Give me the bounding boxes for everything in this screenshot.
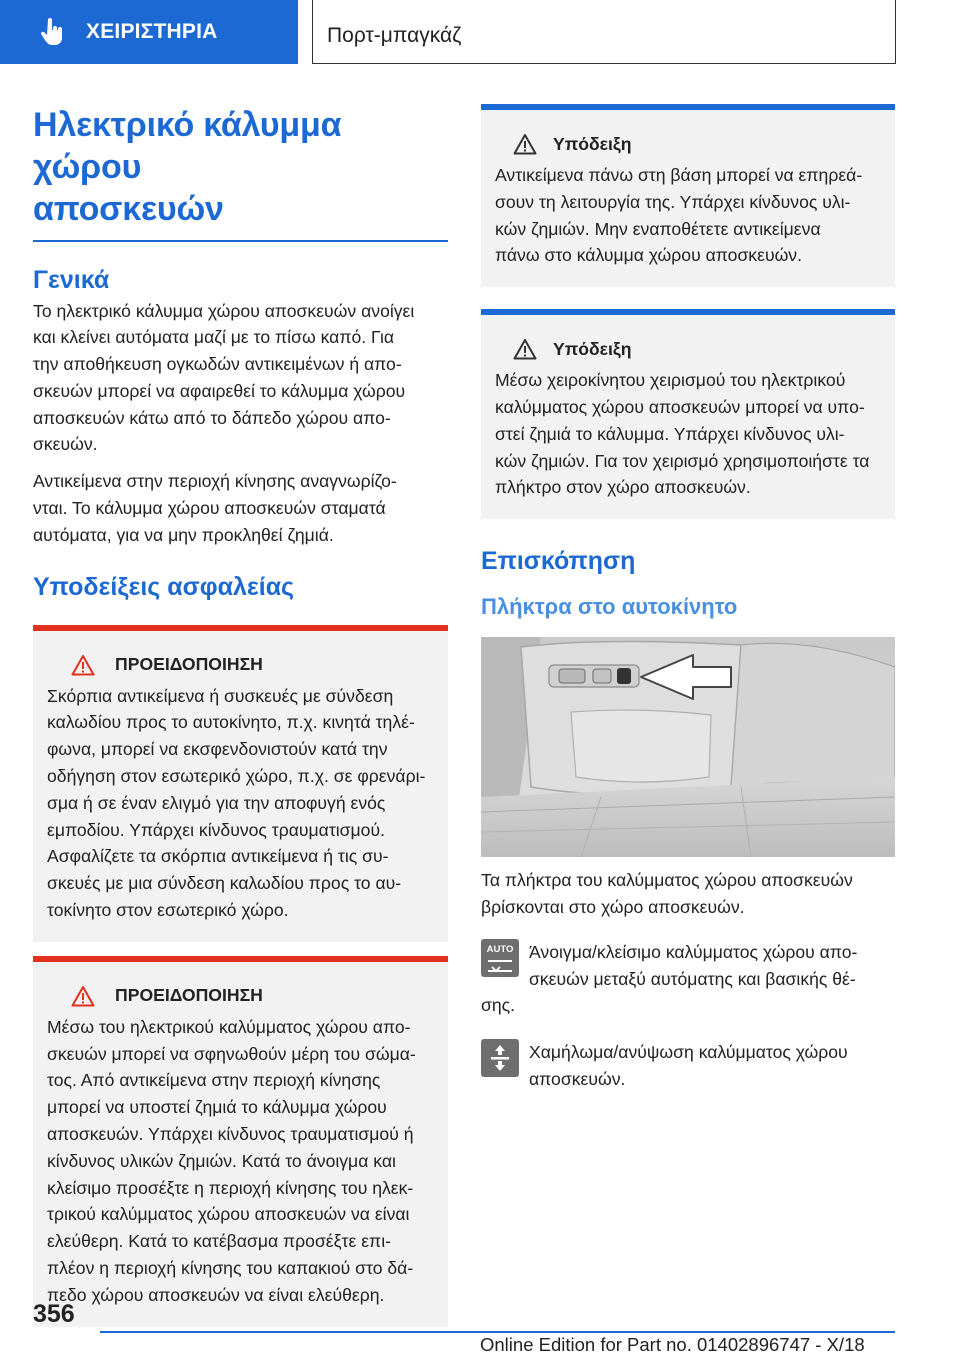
buttons-heading: Πλήκτρα στο αυτοκίνητο bbox=[481, 594, 738, 620]
footer-rule bbox=[100, 1331, 895, 1333]
warning-title: ΠΡΟΕΙΔΟΠΟΙΗΣΗ bbox=[47, 651, 434, 679]
page-topic bbox=[312, 0, 896, 64]
note-title: Υπόδειξη bbox=[495, 130, 881, 158]
auto-cover-icon bbox=[481, 939, 519, 977]
safety-heading: Υποδείξεις ασφαλείας bbox=[33, 572, 295, 601]
warning-triangle-icon bbox=[71, 654, 95, 676]
warning-text-2: Μέσω του ηλεκτρικού καλύμματος χώρου απο- σκευών μπορεί να σφηνωθούν μέρη του σώμα- τος. Από αντικείμενα στην περιοχή κίνησης μπορεί να υποστεί ζημιά το κάλυμμα χώρου αποσκευών. Υπάρχει κίνδυνος τραυματισμού ή κίνδυνος υλικών ζημιών. Κατά το άνοιγμα και κλείσιμο προσέξτε η περιοχή κίνησης του ηλεκ- τρικού καλύμματος χώρου αποσκευών να είναι ελεύθερη. Κατά το κατέβασμα προσέξτε επι- πλέον η περιοχή κίνησης του καπακιού στο δά- πεδο χώρου αποσκευών να είναι ελεύθερη. bbox=[47, 1016, 416, 1305]
trunk-illustration bbox=[481, 637, 895, 857]
general-heading: Γενικά bbox=[33, 265, 110, 294]
general-paragraph-2: Αντικείμενα στην περιοχή κίνησης αναγνωρίζο- νται. Το κάλυμμα χώρου αποσκευών σταματά αυτόματα, για να μην προκληθεί ζημιά. bbox=[33, 471, 397, 545]
page-number: 356 bbox=[33, 1300, 75, 1328]
svg-text:AUTO: AUTO bbox=[486, 943, 514, 955]
warning-text-1: Σκόρπια αντικείμενα ή συσκευές με σύνδεση καλωδίου προς το αυτοκίνητο, π.χ. κινητά τηλέ- φωνα, μπορεί να εκσφενδονιστούν κατά την οδήγηση στον εσωτερικό χώρο, π.χ. σε φρενάρι- σμα ή σε έναν ελιγμό για την αποφυγή ενός εμποδίου. Υπάρχει κίνδυνος τραυματισμού. Ασφαλίζετε τα σκόρπια αντικείμενα ή τις συ- σκευές με μια σύνδεση καλωδίου προς το αυ- τοκίνητο στον εσωτερικό χώρο. bbox=[47, 685, 426, 921]
warning-box-1 bbox=[33, 625, 448, 942]
photo-caption: Τα πλήκτρα του καλύμματος χώρου αποσκευών βρίσκονται στο χώρο αποσκευών. bbox=[481, 870, 853, 917]
hand-pointer-icon bbox=[38, 17, 68, 47]
caution-triangle-icon bbox=[513, 133, 537, 155]
note-text-2: Μέσω χειροκίνητου χειρισμού του ηλεκτρικού καλύμματος χώρου αποσκευών μπορεί να υπο- στεί ζημιά το κάλυμμα. Υπάρχει κίνδυνος υλι- κών ζημιών. Για τον χειρισμό χρησιμοποιήστε τα πλήκτρο στον χώρο αποσκευών. bbox=[495, 370, 870, 498]
left-column bbox=[33, 104, 448, 1327]
note-title: Υπόδειξη bbox=[495, 335, 881, 363]
right-column bbox=[481, 104, 895, 1093]
trunk-photo bbox=[481, 637, 895, 857]
note-text-1: Αντικείμενα πάνω στη βάση μπορεί να επηρεά- σουν τη λειτουργία της. Υπάρχει κίνδυνος υλι- κών ζημιών. Μην εναποθέτετε αντικείμενα πάνω στο κάλυμμα χώρου αποσκευών. bbox=[495, 165, 863, 266]
overview-heading: Επισκόπηση bbox=[481, 547, 636, 576]
section-label: ΧΕΙΡΙΣΤΗΡΙΑ bbox=[86, 20, 218, 43]
footer-edition: Online Edition for Part no. 01402896747 - X/18 bbox=[480, 1334, 865, 1355]
note-box-2 bbox=[481, 309, 895, 519]
button-description-raise-lower: Χαμήλωμα/ανύψωση καλύμματος χώρου αποσκευών. bbox=[481, 1039, 895, 1093]
section-tab[interactable] bbox=[0, 0, 298, 64]
note-box-1 bbox=[481, 104, 895, 287]
caution-triangle-icon bbox=[513, 338, 537, 360]
button-description-auto: AUTO Άνοιγμα/κλείσιμο καλύμματος χώρου απο- σκευών μεταξύ αυτόματης και βασικής θέ- σης. bbox=[481, 939, 895, 1019]
title-rule bbox=[33, 240, 448, 242]
warning-title: ΠΡΟΕΙΔΟΠΟΙΗΣΗ bbox=[47, 982, 434, 1010]
warning-box-2 bbox=[33, 956, 448, 1327]
general-paragraph-1: Το ηλεκτρικό κάλυμμα χώρου αποσκευών ανοίγει και κλείνει αυτόματα μαζί με το πίσω καπό. Για την αποθήκευση ογκωδών αντικειμένων ή απο- σκευών μπορεί να αφαιρεθεί το κάλυμμα χώρου αποσκευών κάτω από το δάπεδο χώρου απο- σκευών. bbox=[33, 300, 415, 455]
page-topic-label: Πορτ-μπαγκάζ bbox=[327, 24, 462, 47]
page-title: Ηλεκτρικό κάλυμμα χώρου αποσκευών bbox=[33, 106, 342, 228]
cover-up-down-icon bbox=[481, 1039, 519, 1077]
warning-triangle-icon bbox=[71, 985, 95, 1007]
